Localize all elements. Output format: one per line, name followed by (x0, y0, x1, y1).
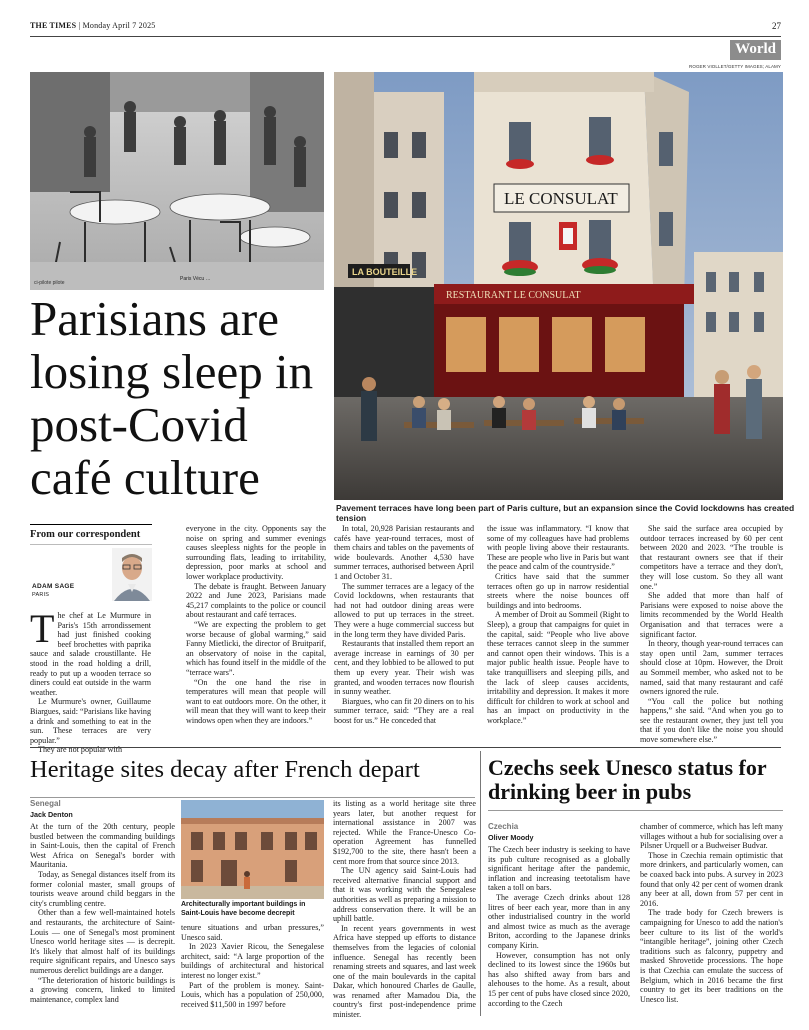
historic-photo-art (30, 72, 324, 290)
paragraph: The summer terraces are a legacy of the Covid lockdowns, when restaurants that had not had outdoor dining areas were allowed to put up terraces in the street. They were a huge commercial success but in the long term they have divided Paris. (334, 581, 474, 639)
main-column-1 (30, 606, 152, 755)
masthead (30, 21, 155, 30)
paragraph: The debate is fraught. Between January 2022 and June 2023, Parisians made 45,217 complaints to the police or council about restaurant and café terraces. (186, 581, 326, 620)
column-separator (480, 751, 481, 1016)
masthead-separator: | (78, 21, 81, 30)
sign-le-consulat-top: LE CONSULAT (504, 189, 618, 208)
author-avatar-art (112, 548, 152, 601)
paragraph: tenure situations and urban pressures,” Unesco said. (181, 923, 324, 942)
paragraph: In 2023 Xavier Ricou, the Senegalese architect, said: “A large proportion of the buildings of architectural and historical interest no longer exist.” (181, 942, 324, 980)
paragraph: “The deterioration of historic buildings is a growing concern, linked to limited maintenance, complex land (30, 975, 175, 1004)
paragraph: She added that more than half of Parisians were exposed to noise above the limits recommended by the World Health Organisation and that terraces were a significant factor. (640, 591, 783, 639)
paragraph: However, consumption has not only declined to its lowest since the 1960s but has also shifted away from bars and alehouses to the home. As a result, about 15 per cent of pubs have closed since 2020, according to the Czech (488, 950, 630, 1008)
section-label: World (730, 40, 781, 60)
heritage-kicker: Senegal (30, 799, 61, 808)
paragraph: Part of the problem is money. Saint-Louis, which has a population of 250,000, received $11,500 in 1997 before (181, 980, 324, 1009)
paragraph: everyone in the city. Opponents say the noise on spring and summer evenings causes sleepless nights for the people in surrounding flats, leading to irritability, depression, poor marks at school and lower workplace productivity. (186, 524, 326, 581)
author-location: PARIS (32, 592, 50, 598)
heritage-column-2 (181, 923, 324, 1009)
paragraph: Those in Czechia remain optimistic that more drinkers, and particularly women, can be coaxed back into pubs. A survey in 2023 found that only 42 per cent of women drank any beer at all, down from 57 per cent in 2016. (640, 850, 783, 908)
author-name: ADAM SAGE (32, 583, 75, 590)
byline-box (30, 524, 152, 602)
saint-louis-photo-caption: Architecturally important buildings in Saint-Louis have become decrepit (181, 901, 306, 917)
paragraph: Today, as Senegal distances itself from its former colonial master, small groups of tourists weave around child beggars in the city's crumbling centre. (30, 869, 175, 908)
czech-rule (488, 810, 783, 811)
paragraph: the issue was inflammatory. “I know that some of my colleagues have had problems with people living above their restaurants. These are people who live in Paris but want the peace and calm of the countryside.” (487, 524, 629, 572)
old-photo-caption-left: ci-pilote pilote (34, 280, 65, 286)
main-headline: Parisians are losing sleep in post-Covid café culture (30, 291, 314, 505)
photo-credit: ROGER VIOLLET/GETTY IMAGES; ALAMY (689, 64, 781, 69)
paragraph: The trade body for Czech brewers is campaigning for Unesco to add the nation's beer culture to its list of the world's “intangible heritage”, joining other Czech traditions such as falconry, puppetry and masked Shrovetide processions. The hope is that Czechia can emulate the success of Belgium, which in 2016 became the first country to get its beer traditions on the Unesco list. (640, 908, 783, 1004)
heritage-author: Jack Denton (30, 810, 73, 819)
page-number: 27 (772, 21, 781, 31)
paragraph: In theory, though year-round terraces can stay open until 2am, summer terraces should close at 10pm. However, the Droit au Sommeil member, who asked not to be named, said that many restaurant and café owners ignored the rule. (640, 639, 783, 697)
issue-date: Monday April 7 2025 (82, 21, 156, 30)
paragraph: “On the one hand the rise in temperatures will mean that people will want to eat outdoors more. On the other, it will mean that they will want to keep their windows open when they are indoors.” (186, 677, 326, 725)
czech-column-2 (640, 822, 783, 1004)
paragraph: Restaurants that installed them report an average increase in earnings of 30 per cent, and they lobbied to be allowed to put them up every year. Their wish was granted, and wooden terraces now flourish in sunny weather. (334, 639, 474, 697)
heritage-rule (30, 797, 475, 798)
le-consulat-photo-art (334, 72, 783, 500)
saint-louis-photo (181, 800, 324, 899)
paragraph: In total, 20,928 Parisian restaurants and cafés have year-round terraces, most of them chairs and tables on the pavements of wide boulevards. Another 4,530 have summer terraces, authorised between April 1 and October 31. (334, 524, 474, 581)
saint-louis-photo-art (181, 800, 324, 899)
main-column-4 (487, 524, 629, 725)
dropcap: T (30, 606, 55, 651)
main-column-3 (334, 524, 474, 725)
czech-column-1 (488, 845, 630, 1008)
czech-kicker: Czechia (488, 822, 519, 831)
paper-name: THE TIMES (30, 21, 77, 30)
paragraph: A member of Droit au Sommeil (Right to Sleep), a group that campaigns for quiet in the capital, said: “People who live above these terraces cannot sleep in the summer and cannot open their windows. This is a major public health issue. People have to take tranquillisers and sleeping pills, and the lack of sleep causes accidents, irritability and depression. It makes it more difficult for children to work at school and has an impact on productivity in the workplace.” (487, 610, 629, 725)
paragraph: Biargues, who can fit 20 diners on to his summer terrace, said: “They are a real boost for us.” He conceded that (334, 696, 474, 725)
paragraph: chamber of commerce, which has left many villages without a hub for socialising over a Pilsner Urquell or a Budweiser Budvar. (640, 822, 783, 851)
paragraph: Critics have said that the summer terraces often go up in narrow residential streets where the noise bounces off buildings and into bedrooms. (487, 571, 629, 610)
author-avatar (112, 548, 152, 601)
paragraph: he chef at Le Murmure in Paris's 15th arrondissement had just finished cooking beef brochettes with paprika sauce and salade croustillante. He stood in the road holding a drill, ready to put up a wooden terrace so diners could eat outside in the warm weather. (30, 611, 151, 697)
czech-headline: Czechs seek Unesco status for drinking beer in pubs (488, 755, 767, 804)
paragraph: She said the surface area occupied by outdoor terraces increased by 60 per cent between 2020 and 2023. “The trouble is that restaurant owners see that if their competitors have a terrace and they don't, they will lose custom. So they all want one.” (640, 524, 783, 591)
paragraph: The UN agency said Saint-Louis had received alternative financial support and that it was working with the Senegalese authorities as well as preparing a mission to address conservation there. It will be an uphill battle. (333, 866, 476, 924)
czech-author: Oliver Moody (488, 833, 534, 842)
old-photo-caption-bottom: Paris Vécu … (180, 276, 211, 282)
paragraph: Le Murmure's owner, Guillaume Biargues, said: “Parisians like having a drink and something to eat in the sun. These terraces are very popular.” (30, 697, 152, 745)
historic-photo (30, 72, 324, 290)
heritage-column-1 (30, 822, 175, 1004)
top-rule (30, 36, 781, 37)
heritage-column-3 (333, 799, 476, 1020)
paragraph: “You call the police but nothing happens,” she said. “And when you go to see the restaurant owner, they just tell you that if you don't like the noise you should move somewhere else.” (640, 696, 783, 745)
main-column-5 (640, 524, 783, 745)
paragraph: They are not popular with (38, 745, 123, 755)
main-column-2 (186, 524, 326, 725)
paragraph: “We are expecting the problem to get worse because of global warming,” said Fanny Mietlicki, the director of Bruitparif, an observatory of noise in the capital, which has found itself in the middle of the “terrace wars”. (186, 619, 326, 677)
paragraph: At the turn of the 20th century, people bustled between the commanding buildings in Saint-Louis, then the capital of French West Africa on Senegal's border with Mauritania. (30, 822, 175, 870)
paragraph: The Czech beer industry is seeking to have its pub culture recognised as a globally significant heritage after the pandemic, inflation and increasing teetotalism have taken a toll on bars. (488, 845, 630, 893)
paragraph: The average Czech drinks about 128 litres of beer each year, more than in any other industrialised country in the world and almost twice as much as the average Briton, according to the Japanese drinks company Kirin. (488, 892, 630, 950)
sign-le-consulat-awning: RESTAURANT LE CONSULAT (446, 290, 581, 301)
heritage-headline: Heritage sites decay after French depart (30, 756, 420, 783)
main-photo-caption: Pavement terraces have long been part of Paris culture, but an expansion since the Covid lockdowns has created tension (336, 503, 795, 523)
lower-section-rule (30, 747, 781, 748)
paragraph: its listing as a world heritage site three years later, but another request for international assistance in 2007 was rejected. While the France-Unesco Co-operation Agreement has funnelled $192,700 to the site, there hasn't been a cent more from that source since 2013. (333, 799, 476, 866)
le-consulat-photo (334, 72, 783, 500)
sign-la-bouteille: LA BOUTEILLE (352, 267, 418, 277)
paragraph: Other than a few well-maintained hotels and restaurants, the architecture of Saint-Louis — one of Senegal's most prominent Unesco world heritage sites — is decrepit. It's likely that almost half of its buildings require significant repairs, and Unesco says numerous derelict buildings are a danger. (30, 908, 175, 975)
paragraph: In recent years governments in west Africa have stepped up efforts to distance themselves from the legacies of colonial influence. Senegal has recently been renaming streets and squares, and last week one of the main boulevards in the capital Dakar, which honoured Charles de Gaulle, was renamed after Mamadou Dia, the country's first post-independence prime minister. (333, 923, 476, 1020)
correspondent-label: From our correspondent (30, 524, 152, 545)
